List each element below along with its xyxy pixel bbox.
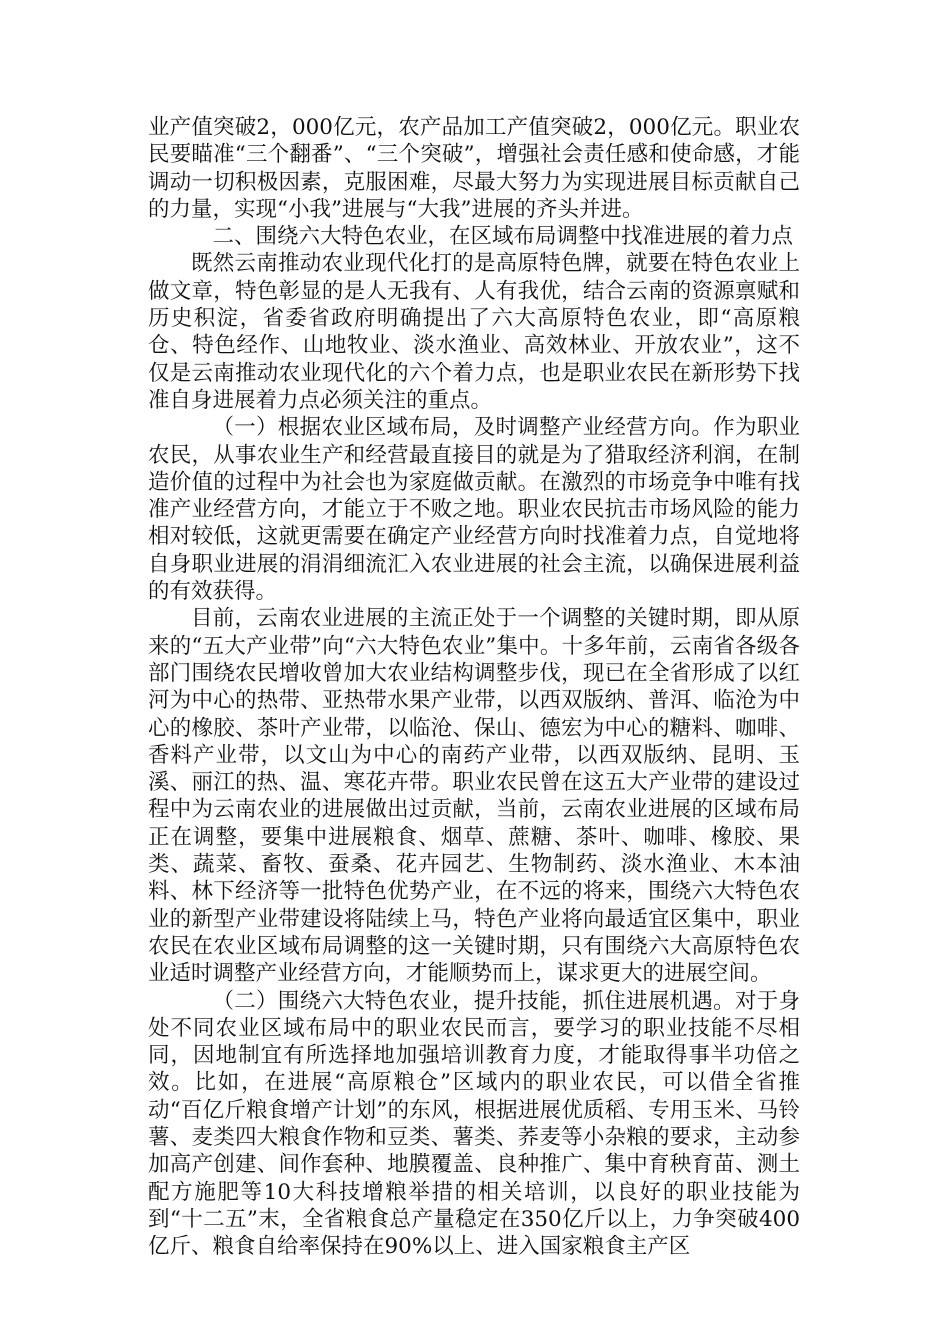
- paragraph-subsection-2: （二）围绕六大特色农业，提升技能，抓住进展机遇。对于身处不同农业区域布局中的职业农民而言，要学习的职业技能不尽相同，因地制宜有所选择地加强培训教育力度，才能取得事半功倍之效。比如，在进展“高原粮仓”区域内的职业农民，可以借全省推动“百亿斤粮食增产计划”的东风，根据进展优质稻、专用玉米、马铃薯、麦类四大粮食作物和豆类、薯类、荞麦等小杂粮的要求，主动参加高产创建、间作套种、地膜覆盖、良种推广、集中育秧育苗、测土配方施肥等10大科技增粮举措的相关培训，以良好的职业技能为到“十二五”末，全省粮食总产量稳定在350亿斤以上，力争突破400亿斤、粮食自给率保持在90%以上、进入国家粮食主产区: [148, 988, 800, 1260]
- paragraph-intro: 既然云南推动农业现代化打的是高原特色牌，就要在特色农业上做文章，特色彰显的是人无我有、人有我优，结合云南的资源禀赋和历史积淀，省委省政府明确提出了六大高原特色农业，即“高原粮仓、特色经作、山地牧业、淡水渔业、高效林业、开放农业”，这不仅是云南推动农业现代化的六个着力点，也是职业农民在新形势下找准自身进展着力点必须关注的重点。: [148, 251, 800, 413]
- document-page: [148, 114, 800, 1260]
- paragraph-continuation: 业产值突破2，000亿元，农产品加工产值突破2，000亿元。职业农民要瞄准“三个翻番”、“三个突破”，增强社会责任感和使命感，才能调动一切积极因素，克服困难，尽最大努力为实现进展目标贡献自己的力量，实现“小我”进展与“大我”进展的齐头并进。: [148, 115, 800, 222]
- paragraph-current-status: 目前，云南农业进展的主流正处于一个调整的关键时期，即从原来的“五大产业带”向“六大特色农业”集中。十多年前，云南省各级各部门围绕农民增收曾加大农业结构调整步伐，现已在全省形成了以红河为中心的热带、亚热带水果产业带，以西双版纳、普洱、临沧为中心的橡胶、茶叶产业带，以临沧、保山、德宏为中心的糖料、咖啡、香料产业带，以文山为中心的南药产业带，以西双版纳、昆明、玉溪、丽江的热、温、寒花卉带。职业农民曾在这五大产业带的建设过程中为云南农业的进展做出过贡献，当前，云南农业进展的区域布局正在调整，要集中进展粮食、烟草、蔗糖、茶叶、咖啡、橡胶、果类、蔬菜、畜牧、蚕桑、花卉园艺、生物制药、淡水渔业、木本油料、林下经济等一批特色优势产业，在不远的将来，围绕六大特色农业的新型产业带建设将陆续上马，特色产业将向最适宜区集中，职业农民在农业区域布局调整的这一关键时期，只有围绕六大高原特色农业适时调整产业经营方向，才能顺势而上，谋求更大的进展空间。: [148, 606, 800, 987]
- section-heading: 二、围绕六大特色农业，在区域布局调整中找准进展的着力点: [212, 224, 794, 250]
- paragraph-subsection-1: （一）根据农业区域布局，及时调整产业经营方向。作为职业农民，从事农业生产和经营最直接目的就是为了猎取经济利润，在制造价值的过程中为社会也为家庭做贡献。在激烈的市场竞争中唯有找准产业经营方向，才能立于不败之地。职业农民抗击市场风险的能力相对较低，这就更需要在确定产业经营方向时找准着力点，自觉地将自身职业进展的涓涓细流汇入农业进展的社会主流，以确保进展利益的有效获得。: [148, 415, 800, 605]
